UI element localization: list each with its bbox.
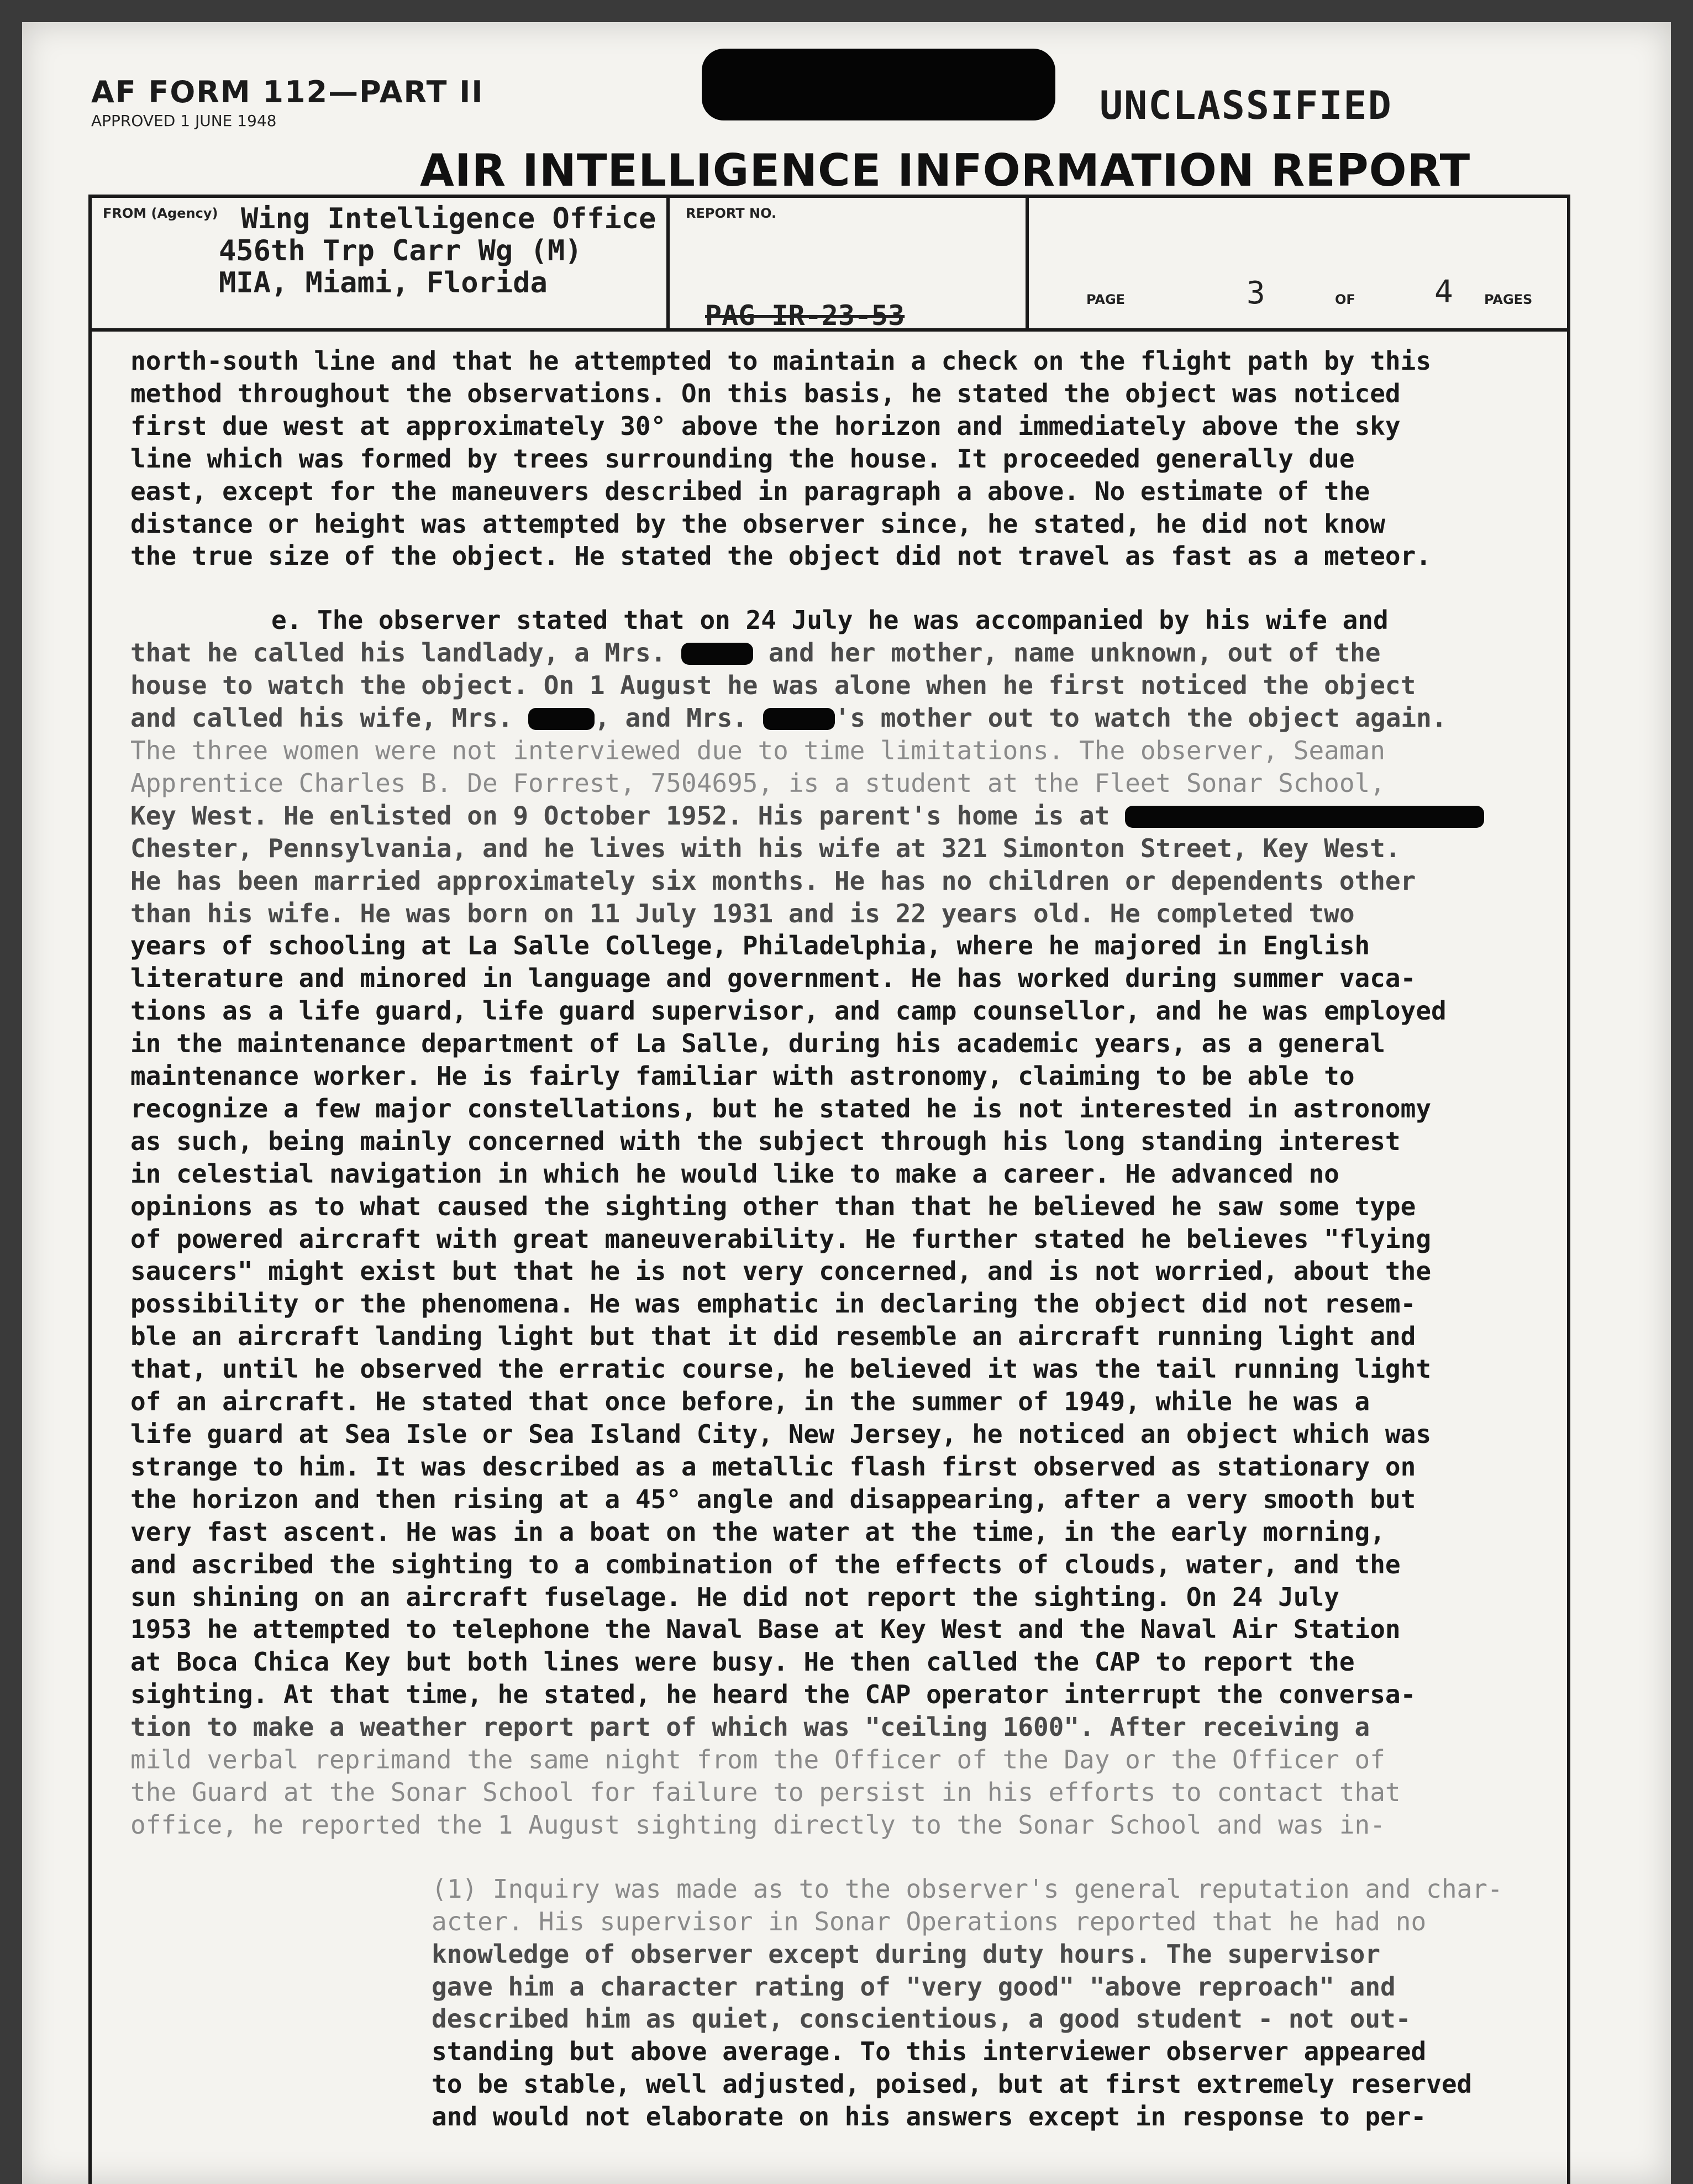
body-line: the true size of the object. He stated the object did not travel as fast as a meteor. — [130, 541, 1432, 571]
page-label: PAGE — [1086, 292, 1126, 307]
body-line: line which was formed by trees surrounding the house. It proceeded generally due — [130, 443, 1355, 474]
body-line: to be stable, well adjusted, poised, but at first extremely reserved — [432, 2069, 1473, 2099]
body-line: saucers" might exist but that he is not very concerned, and is not worried, about the — [130, 1256, 1432, 1287]
from-label: FROM (Agency) — [103, 206, 218, 221]
body-line: e. The observer stated that on 24 July he was accompanied by his wife and — [271, 605, 1389, 636]
body-line: sighting. At that time, he stated, he heard the CAP operator interrupt the conversa- — [130, 1679, 1416, 1710]
body-line: standing but above average. To this interviewer observer appeared — [432, 2036, 1427, 2067]
body-line: mild verbal reprimand the same night from the Officer of the Day or the Officer of — [130, 1745, 1385, 1775]
body-line: the Guard at the Sonar School for failure to persist in his efforts to contact that — [130, 1777, 1401, 1807]
report-number: PAG IR-23-53 — [705, 300, 905, 332]
body-line: in the maintenance department of La Salle, during his academic years, as a general — [130, 1028, 1385, 1059]
report-body — [130, 345, 1545, 2133]
body-line: literature and minored in language and government. He has worked during summer vaca- — [130, 963, 1416, 994]
body-line: (1) Inquiry was made as to the observer's general reputation and char- — [432, 1873, 1503, 1904]
body-line: Apprentice Charles B. De Forrest, 7504695, is a student at the Fleet Sonar School, — [130, 768, 1385, 798]
address-redaction — [1125, 806, 1484, 828]
name-redaction — [528, 708, 595, 730]
body-line: north-south line and that he attempted to maintain a check on the flight path by this — [130, 346, 1432, 376]
body-line: of an aircraft. He stated that once before, in the summer of 1949, while he was a — [130, 1387, 1370, 1417]
body-line: as such, being mainly concerned with the subject through his long standing interest — [130, 1126, 1401, 1156]
body-line — [130, 800, 1545, 832]
from-agency-line: 456th Trp Carr Wg (M) — [219, 234, 582, 267]
name-redaction — [681, 643, 753, 665]
body-line-fragment: Key West. He enlisted on 9 October 1952. His parent's home is at — [130, 800, 1126, 831]
header-redaction — [702, 49, 1055, 120]
page-number: 3 — [1247, 275, 1265, 311]
body-line-fragment: that he called his landlady, a Mrs. — [130, 638, 681, 668]
report-column-divider — [1026, 198, 1029, 328]
body-line: first due west at approximately 30° above the horizon and immediately above the sky — [130, 411, 1401, 441]
body-line: recognize a few major constellations, but he stated he is not interested in astronomy — [130, 1093, 1432, 1124]
classification-stamp: UNCLASSIFIED — [1100, 83, 1392, 128]
body-line: house to watch the object. On 1 August he was alone when he first noticed the object — [130, 670, 1416, 701]
body-line-fragment: and her mother, name unknown, out of the — [753, 638, 1381, 668]
body-line: distance or height was attempted by the observer since, he stated, he did not know — [130, 508, 1385, 539]
body-line: The three women were not interviewed due to time limitations. The observer, Seaman — [130, 735, 1385, 765]
body-line: maintenance worker. He is fairly familiar with astronomy, claiming to be able to — [130, 1061, 1355, 1091]
body-line: of powered aircraft with great maneuverability. He further stated he believes "flying — [130, 1224, 1432, 1254]
report-no-label: REPORT NO. — [686, 206, 777, 221]
total-pages: 4 — [1434, 274, 1453, 310]
body-line: acter. His supervisor in Sonar Operations reported that he had no — [432, 1906, 1427, 1936]
form-approval-date: APPROVED 1 JUNE 1948 — [91, 112, 277, 130]
body-line: office, he reported the 1 August sighting directly to the Sonar School and was in- — [130, 1809, 1385, 1840]
body-line: east, except for the maneuvers described in paragraph a above. No estimate of the — [130, 476, 1370, 506]
body-line: knowledge of observer except during duty hours. The supervisor — [432, 1939, 1381, 1969]
body-line: in celestial navigation in which he would like to make a career. He advanced no — [130, 1158, 1339, 1189]
body-line: the horizon and then rising at a 45° angle and disappearing, after a very smooth but — [130, 1484, 1416, 1514]
body-line: ble an aircraft landing light but that it did resemble an aircraft running light and — [130, 1321, 1416, 1352]
body-line — [130, 702, 1545, 734]
form-id: AF FORM 112—PART II — [91, 75, 484, 109]
body-line: described him as quiet, conscientious, a good student - not out- — [432, 2004, 1411, 2034]
body-line-fragment: and called his wife, Mrs. — [130, 703, 529, 733]
body-line: and would not elaborate on his answers except in response to per- — [432, 2102, 1427, 2132]
body-line: method throughout the observations. On this basis, he stated the object was noticed — [130, 378, 1401, 408]
body-line: tion to make a weather report part of which was "ceiling 1600". After receiving a — [130, 1712, 1370, 1742]
body-line-fragment: 's mother out to watch the object again. — [834, 703, 1447, 733]
body-line: than his wife. He was born on 11 July 1931 and is 22 years old. He completed two — [130, 898, 1355, 928]
body-line: life guard at Sea Isle or Sea Island City, New Jersey, he noticed an object which was — [130, 1419, 1432, 1449]
paragraph-gap — [130, 1841, 1545, 1873]
body-line: He has been married approximately six months. He has no children or dependents other — [130, 865, 1416, 896]
from-agency-line: Wing Intelligence Office — [241, 202, 656, 235]
from-column-divider — [666, 198, 670, 328]
report-frame — [88, 195, 1570, 2184]
body-line: Chester, Pennsylvania, and he lives with his wife at 321 Simonton Street, Key West. — [130, 833, 1401, 863]
from-agency-line: MIA, Miami, Florida — [219, 266, 548, 300]
body-line-fragment: , and Mrs. — [595, 703, 763, 733]
name-redaction — [763, 708, 835, 730]
document-page — [22, 22, 1671, 2184]
body-line: at Boca Chica Key but both lines were busy. He then called the CAP to report the — [130, 1647, 1355, 1677]
body-line: gave him a character rating of "very good" "above reproach" and — [432, 1971, 1396, 2002]
body-line: tions as a life guard, life guard supervisor, and camp counsellor, and he was employed — [130, 996, 1447, 1026]
body-line: very fast ascent. He was in a boat on the water at the time, in the early morning, — [130, 1516, 1385, 1547]
body-line: opinions as to what caused the sighting other than that he believed he saw some type — [130, 1191, 1416, 1221]
body-line: sun shining on an aircraft fuselage. He did not report the sighting. On 24 July — [130, 1582, 1339, 1612]
body-line: and ascribed the sighting to a combination of the effects of clouds, water, and the — [130, 1549, 1401, 1579]
of-label: OF — [1335, 292, 1355, 307]
paragraph-gap — [130, 573, 1545, 604]
body-line — [130, 637, 1545, 669]
report-title: AIR INTELLIGENCE INFORMATION REPORT — [420, 145, 1471, 196]
body-line: strange to him. It was described as a metallic flash first observed as stationary on — [130, 1451, 1416, 1482]
body-line: 1953 he attempted to telephone the Naval Base at Key West and the Naval Air Station — [130, 1614, 1401, 1645]
body-line: that, until he observed the erratic course, he believed it was the tail running light — [130, 1354, 1432, 1384]
body-line: years of schooling at La Salle College, Philadelphia, where he majored in English — [130, 931, 1370, 961]
body-line: possibility or the phenomena. He was emphatic in declaring the object did not resem- — [130, 1289, 1416, 1319]
pages-label: PAGES — [1484, 292, 1533, 307]
